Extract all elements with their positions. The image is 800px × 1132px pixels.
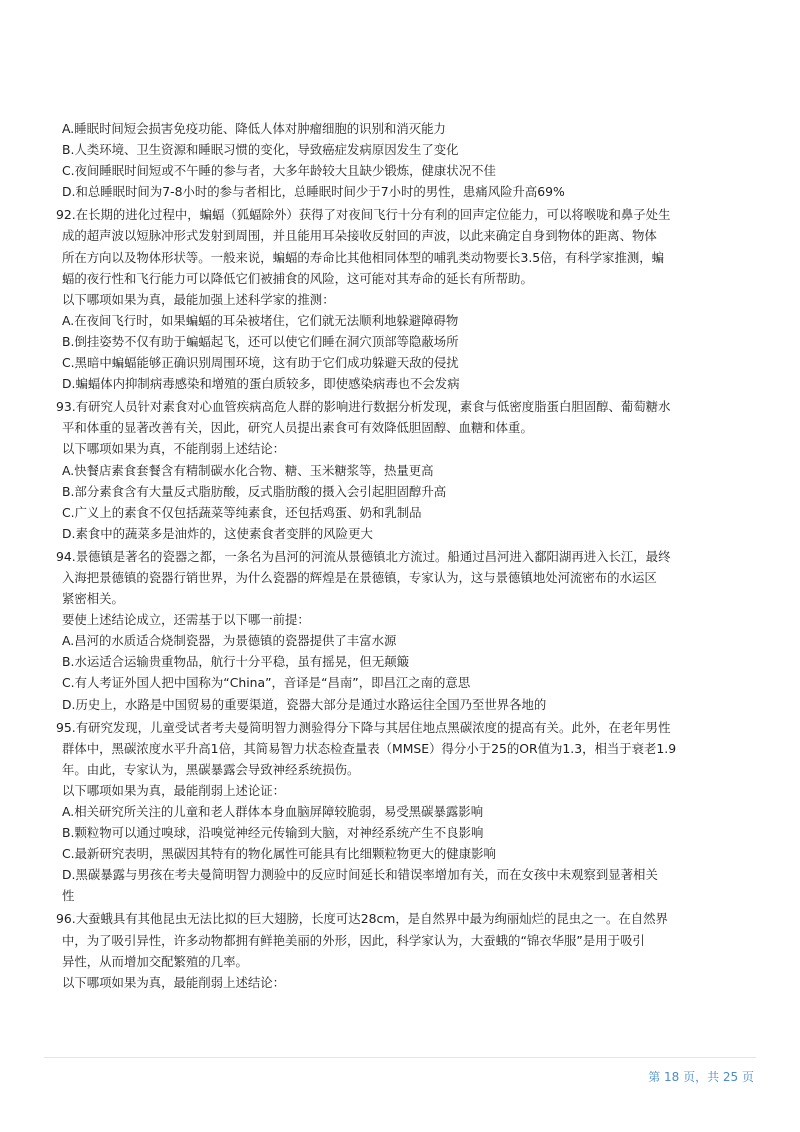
option-d: D.黑碳暴露与男孩在考夫曼简明智力测验中的反应时间延长和错误率增加有关，而在女孩中未观察到显著相关: [62, 867, 658, 883]
option-c: C.夜间睡眠时间短或不午睡的参与者，大多年龄较大且缺少锻炼，健康状况不佳: [62, 163, 496, 179]
question-94: [56, 546, 768, 715]
question-93: [56, 396, 768, 544]
option-d: D.蝙蝠体内抑制病毒感染和增殖的蛋白质较多，即使感染病毒也不会发病: [62, 376, 460, 392]
question-prompt: 以下哪项如果为真，最能削弱上述论证：: [62, 782, 286, 798]
question-stem: 年。由此，专家认为，黑碳暴露会导致神经系统损伤。: [62, 761, 360, 777]
option-a: A.睡眠时间短会损害免疫功能、降低人体对肿瘤细胞的识别和消灭能力: [62, 121, 446, 136]
option-a: A.在夜间飞行时，如果蝙蝠的耳朵被堵住，它们就无法顺利地躲避障碍物: [62, 312, 459, 328]
question-stem: 平和体重的显著改善有关，因此，研究人员提出素食可有效降低胆固醇、血糖和体重。: [62, 420, 533, 436]
option-d: D.和总睡眠时间为7-8小时的参与者相比，总睡眠时间少于7小时的男性，患痛风险升高69%: [62, 184, 565, 200]
question-stem: 成的超声波以短脉冲形式发射到周围，并且能用耳朵接收反射回的声波，以此来确定自身到物体的距离、物体: [62, 228, 657, 244]
question-prompt: 要使上述结论成立，还需基于以下哪一前提：: [62, 612, 310, 628]
option-a: A.相关研究所关注的儿童和老人群体本身血脑屏障较脆弱，易受黑碳暴露影响: [62, 804, 484, 819]
question-stem: 92.在长期的进化过程中，蝙蝠（狐蝠除外）获得了对夜间飞行十分有利的回声定位能力，可以将喉咙和鼻子处生: [56, 207, 671, 223]
footer-divider: [44, 1057, 756, 1058]
question-stem: 群体中，黑碳浓度水平升高1倍，其简易智力状态检查量表（MMSE）得分小于25的OR值为1.3，相当于衰老1.9: [62, 740, 677, 756]
option-d: D.历史上，水路是中国贸易的重要渠道，瓷器大部分是通过水路运往全国乃至世界各地的: [62, 696, 547, 712]
question-stem: 入海把景德镇的瓷器行销世界，为什么瓷器的辉煌是在景德镇，专家认为，这与景德镇地处河流密布的水运区: [62, 569, 657, 585]
question-95: [56, 717, 768, 907]
option-b: B.水运适合运输贵重物品，航行十分平稳，虽有摇晃，但无颠簸: [62, 654, 409, 670]
option-b: B.部分素食含有大量反式脂肪酸，反式脂肪酸的摄入会引起胆固醇升高: [62, 483, 447, 499]
question-stem: 异性，从而增加交配繁殖的几率。: [62, 953, 248, 969]
option-c: C.黑暗中蝙蝠能够正确识别周围环境，这有助于它们成功躲避天敌的侵扰: [62, 355, 459, 371]
option-a: A.昌河的水质适合烧制瓷器，为景德镇的瓷器提供了丰富水源: [62, 633, 397, 649]
question-stem: 所在方向以及物体形状等。一般来说，蝙蝠的寿命比其他相同体型的哺乳类动物要长3.5倍，有科学家推测，蝙: [62, 249, 665, 265]
option-b: B.倒挂姿势不仅有助于蝙蝠起飞，还可以使它们睡在洞穴顶部等隐蔽场所: [62, 333, 459, 349]
question-stem: 中，为了吸引异性，许多动物都拥有鲜艳美丽的外形，因此，科学家认为，大蚕蛾的“锦衣华服”是用于吸引: [62, 932, 645, 948]
question-stem: 紧密相关。: [62, 591, 124, 607]
question-stem: 96.大蚕蛾具有其他昆虫无法比拟的巨大翅膀，长度可达28cm，是自然界中最为绚丽灿烂的昆虫之一。在自然界: [56, 911, 668, 927]
question-stem: 95.有研究发现，儿童受试者考夫曼简明智力测验得分下降与其居住地点黑碳浓度的提高有关。此外，在老年男性: [56, 719, 671, 735]
question-91-options: [56, 118, 768, 202]
question-stem: 94.景德镇是著名的瓷器之都，一条名为昌河的河流从景德镇北方流过。船通过昌河进入鄱阳湖再进入长江，最终: [56, 548, 671, 564]
question-prompt: 以下哪项如果为真，最能加强上述科学家的推测：: [62, 291, 335, 307]
option-c: C.广义上的素食不仅包括蔬菜等纯素食，还包括鸡蛋、奶和乳制品: [62, 504, 422, 520]
option-d: D.素食中的蔬菜多是油炸的，这使素食者变胖的风险更大: [62, 525, 373, 541]
question-stem: 93.有研究人员针对素食对心血管疾病高危人群的影响进行数据分析发现，素食与低密度脂蛋白胆固醇、葡萄糖水: [56, 399, 671, 415]
option-b: B.人类环境、卫生资源和睡眠习惯的变化，导致癌症发病原因发生了变化: [62, 142, 459, 158]
option-b: B.颗粒物可以通过嗅球，沿嗅觉神经元传输到大脑，对神经系统产生不良影响: [62, 825, 484, 841]
option-a: A.快餐店素食套餐含有精制碳水化合物、糖、玉米糖浆等，热量更高: [62, 462, 434, 478]
page-number: 第 18 页，共 25 页: [648, 1070, 754, 1084]
page-content: [56, 118, 768, 993]
question-prompt: 以下哪项如果为真，最能削弱上述结论：: [62, 974, 286, 990]
option-c: C.有人考证外国人把中国称为“China”，音译是“昌南”，即昌江之南的意思: [62, 675, 471, 691]
option-c: C.最新研究表明，黑碳因其特有的物化属性可能具有比细颗粒物更大的健康影响: [62, 846, 496, 862]
question-stem: 蝠的夜行性和飞行能力可以降低它们被捕食的风险，这可能对其寿命的延长有所帮助。: [62, 270, 533, 286]
question-prompt: 以下哪项如果为真，不能削弱上述结论：: [62, 441, 286, 457]
question-92: [56, 204, 768, 394]
option-d-continued: 性: [62, 888, 75, 904]
question-96: [56, 908, 768, 992]
